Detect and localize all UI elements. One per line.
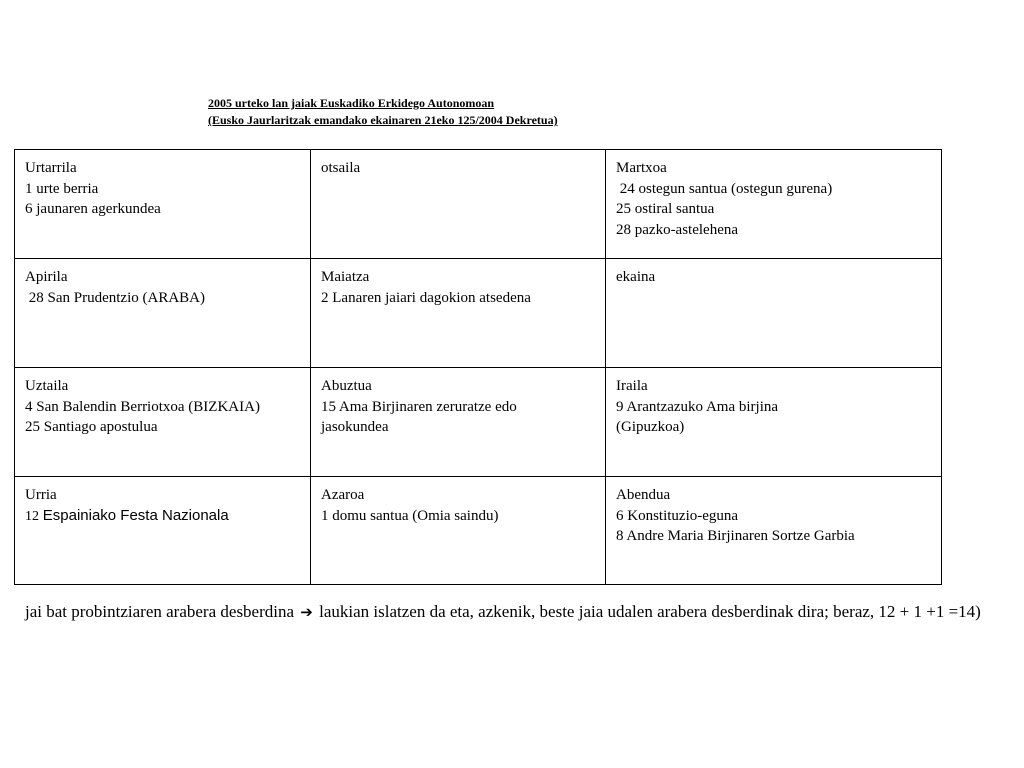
table-row (15, 259, 942, 368)
month-name: Urria (25, 487, 57, 503)
holiday-entry: 2 Lanaren jaiari dagokion atsedena (321, 289, 531, 306)
holiday-entry: 28 San Prudentzio (ARABA) (25, 289, 205, 306)
right-arrow-icon: ➔ (300, 603, 313, 621)
holiday-entry: 6 jaunaren agerkundea (25, 201, 161, 217)
month-cell-december (606, 477, 942, 585)
month-cell-january (15, 150, 311, 259)
footer-note (25, 599, 1013, 625)
title-line-2: (Eusko Jaurlaritzak emandako ekainaren 21eko 125/2004 Dekretua) (208, 113, 558, 127)
footer-text-end: laukian islatzen da eta, azkenik, beste jaia udalen arabera desberdinak dira; beraz, 12 + 1 +1 =14) (319, 602, 981, 621)
holiday-day: 12 (25, 508, 39, 524)
table-row (15, 150, 942, 259)
table-row (15, 477, 942, 585)
month-name: Azaroa (321, 487, 365, 503)
holiday-entry: 15 Ama Birjinaren zeruratze edo jasokundea (321, 398, 517, 435)
holiday-text: Espainiako Festa Nazionala (42, 506, 229, 524)
holiday-entry: 8 Andre Maria Birjinaren Sortze Garbia (616, 528, 855, 544)
holiday-calendar-table (14, 149, 942, 585)
month-cell-october (15, 477, 311, 585)
month-cell-july (15, 368, 311, 477)
holiday-entry: 6 Konstituzio-eguna (616, 507, 739, 524)
month-name: Iraila (616, 378, 648, 394)
month-cell-september (606, 368, 942, 477)
holiday-entry (25, 506, 300, 528)
month-name: Abuztua (321, 378, 372, 394)
holiday-entry: 25 Santiago apostulua (25, 419, 158, 435)
month-name: Apirila (25, 269, 68, 285)
holiday-entry: 25 ostiral santua (616, 201, 715, 217)
month-cell-march (606, 150, 942, 259)
month-name: Martxoa (616, 160, 667, 176)
holiday-entry: 24 ostegun santua (ostegun gurena) (616, 180, 833, 197)
month-cell-february (311, 150, 606, 259)
month-cell-november (311, 477, 606, 585)
title-line-1: 2005 urteko lan jaiak Euskadiko Erkidego Autonomoan (208, 96, 495, 110)
footer-text-start: jai bat probintziaren arabera desberdina (25, 602, 295, 621)
month-name: otsaila (321, 160, 361, 176)
table-row (15, 368, 942, 477)
month-name: Abendua (616, 487, 671, 503)
holiday-entry: 1 domu santua (Omia saindu) (321, 507, 499, 524)
holiday-entry: 9 Arantzazuko Ama birjina (Gipuzkoa) (616, 398, 779, 435)
holiday-entry: 28 pazko-astelehena (616, 221, 739, 238)
month-cell-april (15, 259, 311, 368)
document-title (208, 95, 558, 129)
month-name: ekaina (616, 269, 656, 285)
month-name: Uztaila (25, 378, 69, 394)
month-cell-june (606, 259, 942, 368)
month-name: Urtarrila (25, 160, 77, 176)
month-cell-may (311, 259, 606, 368)
month-name: Maiatza (321, 269, 370, 285)
month-cell-august (311, 368, 606, 477)
holiday-entry: 4 San Balendin Berriotxoa (BIZKAIA) (25, 398, 260, 415)
holiday-entry: 1 urte berria (25, 180, 99, 197)
